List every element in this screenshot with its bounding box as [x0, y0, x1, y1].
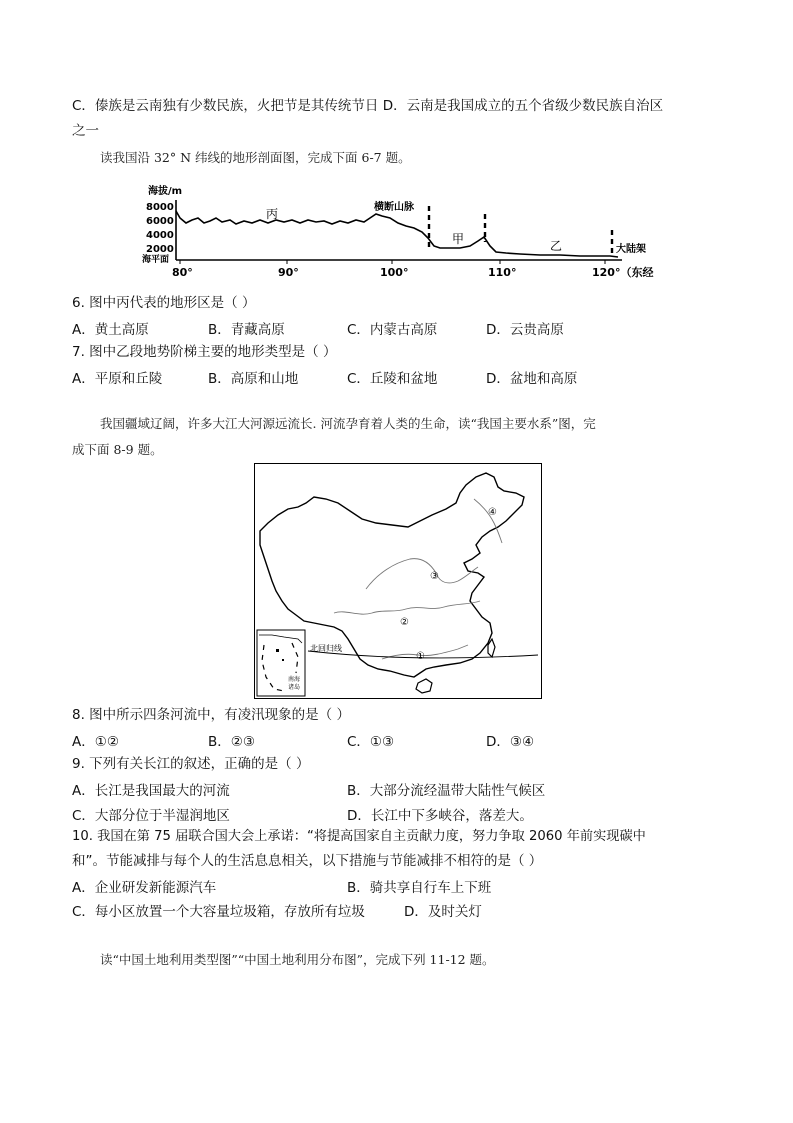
- map-label-4: ④: [488, 507, 497, 518]
- q7-option-d: D．盆地和高原: [486, 371, 578, 387]
- q8-option-a: A．①②: [72, 734, 119, 750]
- intro-8-9-line1: 我国疆域辽阔，许多大江大河源远流长. 河流孕育着人类的生命，读“我国主要水系”图，完: [100, 416, 596, 431]
- label-hengduan: 横断山脉: [374, 202, 414, 213]
- map-label-1: ①: [416, 651, 425, 662]
- q10-option-a: A．企业研发新能源汽车: [72, 880, 217, 896]
- inset-label-1: 南海: [288, 676, 301, 683]
- q7-stem: 7. 图中乙段地势阶梯主要的地形类型是（ ）: [72, 344, 337, 360]
- q8-option-b: B．②③: [208, 734, 255, 750]
- q7-option-b: B．高原和山地: [208, 371, 299, 387]
- map-label-3: ③: [430, 571, 439, 582]
- xtick-90: 90°: [278, 266, 299, 279]
- profile-ytick-8000: 8000: [146, 202, 174, 213]
- q9-option-d: D．长江中下多峡谷，落差大。: [347, 808, 533, 824]
- inset-label-2: 诸岛: [288, 684, 301, 691]
- q9-option-c: C．大部分位于半湿润地区: [72, 808, 230, 824]
- label-jia: 甲: [452, 232, 465, 246]
- inset-island-mark-1: [276, 649, 279, 652]
- q6-option-b: B．青藏高原: [208, 322, 285, 338]
- map-label-2: ②: [400, 617, 409, 628]
- intro-6-7: 读我国沿 32° N 纬线的地形剖面图，完成下面 6-7 题。: [100, 150, 411, 165]
- xtick-100: 100°: [380, 266, 409, 279]
- xtick-80: 80°: [172, 266, 193, 279]
- label-bing: 丙: [266, 207, 279, 221]
- q9-stem: 9. 下列有关长江的叙述，正确的是（ ）: [72, 756, 310, 772]
- q10-option-c: C．每小区放置一个大容量垃圾箱，存放所有垃圾: [72, 904, 365, 920]
- profile-ytick-6000: 6000: [146, 216, 174, 227]
- q5-option-d-continuation: 之一: [72, 123, 99, 139]
- q10-option-d: D．及时关灯: [404, 904, 482, 920]
- label-continental-shelf: 大陆架: [616, 244, 646, 255]
- terrain-profile-figure: [140, 178, 680, 282]
- q7-option-c: C．丘陵和盆地: [347, 371, 438, 387]
- q8-option-c: C．①③: [347, 734, 395, 750]
- intro-8-9-line2: 成下面 8-9 题。: [72, 442, 163, 457]
- intro-11-12: 读“中国土地利用类型图”“中国土地利用分布图”，完成下列 11-12 题。: [100, 952, 495, 967]
- inset-island-mark-2: [282, 659, 284, 661]
- q6-stem: 6. 图中丙代表的地形区是（ ）: [72, 295, 256, 311]
- q9-option-a: A．长江是我国最大的河流: [72, 783, 230, 799]
- q6-option-a: A．黄土高原: [72, 322, 149, 338]
- profile-sea-level: 海平面: [142, 255, 170, 265]
- q10-stem-line2: 和”。节能减排与每个人的生活息息相关，以下措施与节能减排不相符的是（ ）: [72, 853, 543, 869]
- q9-option-b: B．大部分流经温带大陆性气候区: [347, 783, 546, 799]
- q5-option-c-d: C．傣族是云南独有少数民族，火把节是其传统节日 D．云南是我国成立的五个省级少数民族自治区: [72, 98, 664, 114]
- q7-option-a: A．平原和丘陵: [72, 371, 163, 387]
- label-yi: 乙: [550, 239, 563, 253]
- q10-stem-line1: 10. 我国在第 75 届联合国大会上承诺：“将提高国家自主贡献力度，努力争取 2060 年前实现碳中: [72, 829, 646, 844]
- china-river-map: [254, 463, 542, 699]
- q6-option-c: C．内蒙古高原: [347, 322, 438, 338]
- profile-ylabel: 海拔/m: [148, 186, 183, 197]
- profile-ytick-4000: 4000: [146, 230, 174, 241]
- q6-option-d: D．云贵高原: [486, 322, 564, 338]
- profile-ytick-2000: 2000: [146, 244, 174, 255]
- tropic-label: 北回归线: [310, 644, 342, 653]
- q8-stem: 8. 图中所示四条河流中，有凌汛现象的是（ ）: [72, 707, 350, 723]
- q8-option-d: D．③④: [486, 734, 535, 750]
- xtick-120: 120°（东经: [592, 266, 654, 279]
- xtick-110: 110°: [488, 266, 517, 279]
- q10-option-b: B．骑共享自行车上下班: [347, 880, 492, 896]
